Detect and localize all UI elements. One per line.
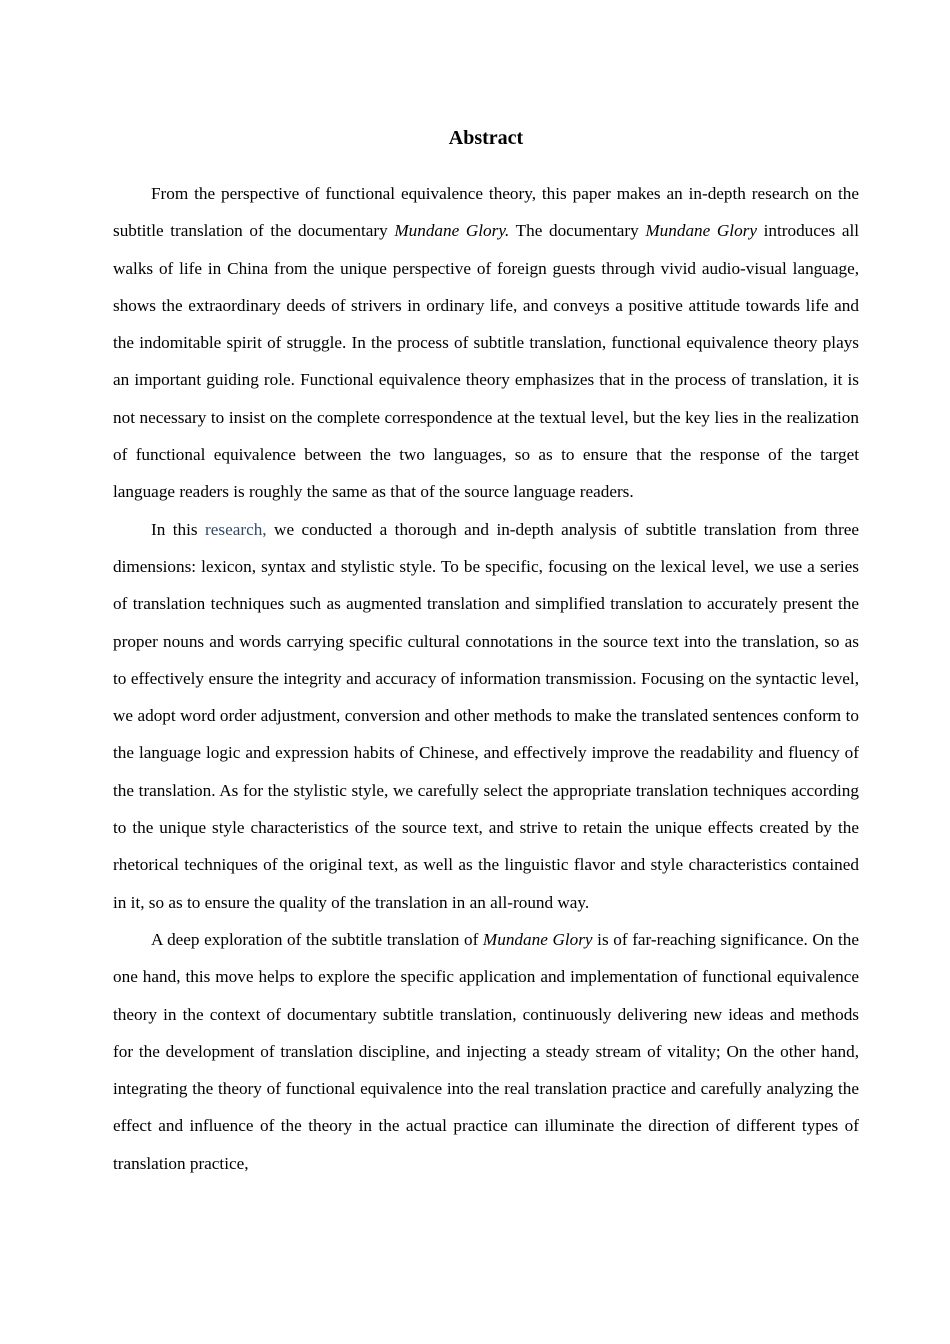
abstract-paragraph-1	[113, 175, 859, 511]
abstract-page	[113, 124, 859, 1182]
abstract-paragraph-2	[113, 511, 859, 921]
p1-documentary-title-2: Mundane Glory	[645, 221, 757, 241]
p3-text-b: is of far-reaching significance. On the one hand, this move helps to explore the specific application and implementation of functional equivalence theory in the context of documentary subtitle translation, continuously delivering new ideas and methods for the development of translation discipline, and injecting a steady stream of vitality; On the other hand, integrating the theory of functional equivalence into the real translation practice and carefully analyzing the effect and influence of the theory in the actual practice can illuminate the direction of different types of translation practice,	[113, 929, 859, 1173]
p3-documentary-title: Mundane Glory	[482, 929, 593, 949]
p1-text-c: introduces all walks of life in China from the unique perspective of foreign guests through vivid audio-visual language, shows the extraordinary deeds of strivers in ordinary life, and conveys a positive attitude towards life and the indomitable spirit of struggle. In the process of subtitle translation, functional equivalence theory plays an important guiding role. Functional equivalence theory emphasizes that in the process of translation, it is not necessary to insist on the complete correspondence at the textual level, but the key lies in the realization of functional equivalence between the two languages, so as to ensure that the response of the target language readers is roughly the same as that of the source language readers.	[113, 221, 860, 502]
p2-text-b: we conducted a thorough and in-depth analysis of subtitle translation from three dimensions: lexicon, syntax and stylistic style. To be specific, focusing on the lexical level, we use a series of translation techniques such as augmented translation and simplified translation to accurately present the proper nouns and words carrying specific cultural connotations in the source text into the translation, so as to effectively ensure the integrity and accuracy of information transmission. Focusing on the syntactic level, we adopt word order adjustment, conversion and other methods to make the translated sentences conform to the language logic and expression habits of Chinese, and effectively improve the readability and fluency of the translation. As for the stylistic style, we carefully select the appropriate translation techniques according to the unique style characteristics of the source text, and strive to retain the unique effects created by the rhetorical techniques of the original text, as well as the linguistic flavor and style characteristics contained in it, so as to ensure the quality of the translation in an all-round way.	[113, 519, 859, 912]
p1-text-b: The documentary	[509, 221, 646, 241]
abstract-title: Abstract	[448, 127, 524, 149]
p1-text-a: From the perspective of functional equivalence theory, this paper makes an in-depth research on the subtitle translation of the documentary	[113, 184, 859, 241]
p3-text-a: A deep exploration of the subtitle translation of	[151, 929, 483, 949]
abstract-paragraph-3	[113, 921, 859, 1182]
p2-text-a: In this	[151, 519, 206, 539]
p2-research-link[interactable]: research,	[205, 519, 267, 539]
p1-documentary-title-1: Mundane Glory.	[394, 221, 510, 241]
